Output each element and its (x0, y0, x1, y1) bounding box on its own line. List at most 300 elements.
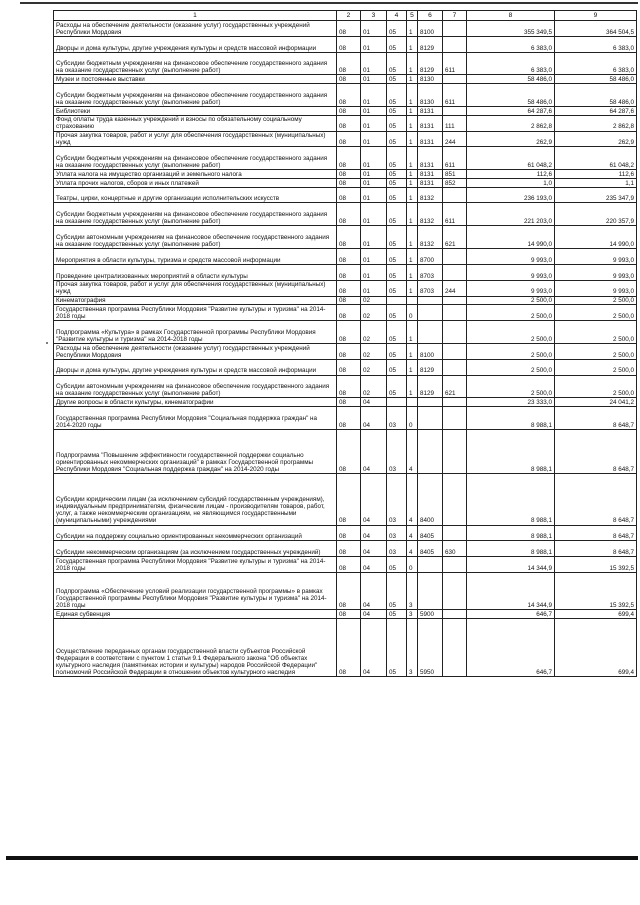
row-subprogram-code: 1 (407, 321, 418, 344)
row-name: Субсидии бюджетным учреждениям на финансовое обеспечение государственного задания на оказание государственных услуг (выполнение работ) (54, 147, 337, 170)
table-row (54, 21, 637, 37)
row-section-code: 08 (337, 398, 361, 407)
row-program-code: 05 (387, 21, 407, 37)
row-amount-year1: 6 383,0 (467, 52, 555, 75)
row-program-code: 05 (387, 321, 407, 344)
table-row (54, 115, 637, 131)
row-program-code: 05 (387, 187, 407, 203)
row-amount-year2: 61 048,2 (555, 147, 637, 170)
row-subsection-code: 01 (361, 187, 387, 203)
row-subsection-code: 02 (361, 375, 387, 398)
row-subprogram-code: 3 (407, 618, 418, 676)
table-row (54, 187, 637, 203)
row-subprogram-code: 1 (407, 203, 418, 226)
table-row (54, 398, 637, 407)
row-section-code: 08 (337, 525, 361, 541)
row-item-code (418, 557, 443, 573)
row-item-code: 8703 (418, 280, 443, 296)
table-row (54, 359, 637, 375)
table-row (54, 296, 637, 305)
row-program-code: 03 (387, 541, 407, 557)
row-amount-year2: 9 993,0 (555, 280, 637, 296)
row-amount-year2: 2 500,0 (555, 305, 637, 321)
row-amount-year1: 355 349,5 (467, 21, 555, 37)
row-item-code: 5900 (418, 609, 443, 618)
budget-table (53, 10, 637, 677)
row-program-code: 05 (387, 609, 407, 618)
row-amount-year1: 9 993,0 (467, 249, 555, 265)
table-row (54, 264, 637, 280)
row-item-code: 8132 (418, 226, 443, 249)
col-header: 9 (555, 11, 637, 21)
top-rule (20, 2, 638, 4)
row-expense-type-code: 621 (443, 226, 467, 249)
row-amount-year2: 15 392,5 (555, 572, 637, 609)
row-item-code (418, 296, 443, 305)
row-amount-year2: 112,6 (555, 170, 637, 179)
row-name: Субсидии некоммерческим организациям (за исключением государственных учреждений) (54, 541, 337, 557)
row-amount-year1: 236 193,0 (467, 187, 555, 203)
row-program-code: 05 (387, 618, 407, 676)
row-amount-year2: 364 504,5 (555, 21, 637, 37)
row-subsection-code: 01 (361, 21, 387, 37)
row-name: Музеи и постоянные выставки (54, 75, 337, 84)
row-subsection-code: 01 (361, 264, 387, 280)
row-item-code: 8129 (418, 359, 443, 375)
row-amount-year1: 9 993,0 (467, 264, 555, 280)
row-amount-year2: 14 990,0 (555, 226, 637, 249)
row-amount-year1: 2 500,0 (467, 359, 555, 375)
row-section-code: 08 (337, 359, 361, 375)
row-name: Расходы на обеспечение деятельности (оказание услуг) государственных учреждений Республики Мордовия (54, 343, 337, 359)
row-expense-type-code: 611 (443, 52, 467, 75)
table-row (54, 131, 637, 147)
row-amount-year1: 14 990,0 (467, 226, 555, 249)
row-expense-type-code (443, 264, 467, 280)
col-header: 6 (418, 11, 443, 21)
row-amount-year1: 58 486,0 (467, 75, 555, 84)
row-expense-type-code (443, 407, 467, 430)
row-expense-type-code: 630 (443, 541, 467, 557)
row-section-code: 08 (337, 321, 361, 344)
row-subprogram-code: 1 (407, 147, 418, 170)
row-item-code: 8703 (418, 264, 443, 280)
row-name: Субсидии бюджетным учреждениям на финансовое обеспечение государственного задания на оказание государственных услуг (выполнение работ) (54, 52, 337, 75)
row-section-code: 08 (337, 618, 361, 676)
row-program-code: 05 (387, 147, 407, 170)
row-subprogram-code: 1 (407, 21, 418, 37)
row-item-code: 8131 (418, 115, 443, 131)
table-row (54, 343, 637, 359)
table-row (54, 407, 637, 430)
row-item-code: 8405 (418, 525, 443, 541)
row-program-code: 03 (387, 407, 407, 430)
row-expense-type-code (443, 398, 467, 407)
row-amount-year2: 699,4 (555, 618, 637, 676)
row-amount-year1: 14 344,9 (467, 557, 555, 573)
row-amount-year2: 2 500,0 (555, 359, 637, 375)
row-expense-type-code (443, 430, 467, 474)
row-subsection-code: 02 (361, 321, 387, 344)
row-section-code: 08 (337, 170, 361, 179)
row-subprogram-code: 1 (407, 375, 418, 398)
table-row (54, 375, 637, 398)
row-name: Подпрограмма «Обеспечение условий реализации государственной программы» в рамках Государственной программы Республики Мордовия "Развитие культуры и туризма" на 2014-2018 годы (54, 572, 337, 609)
row-amount-year1: 58 486,0 (467, 84, 555, 107)
table-row (54, 474, 637, 525)
row-expense-type-code (443, 36, 467, 52)
row-expense-type-code: 851 (443, 170, 467, 179)
row-item-code: 8129 (418, 36, 443, 52)
row-name: Театры, цирки, концертные и другие организации исполнительских искусств (54, 187, 337, 203)
row-amount-year2: 2 500,0 (555, 321, 637, 344)
table-row (54, 52, 637, 75)
row-name: Расходы на обеспечение деятельности (оказание услуг) государственных учреждений Республики Мордовия (54, 21, 337, 37)
row-expense-type-code (443, 525, 467, 541)
row-amount-year2: 8 648,7 (555, 474, 637, 525)
row-amount-year2: 699,4 (555, 609, 637, 618)
row-expense-type-code: 244 (443, 280, 467, 296)
row-amount-year2: 24 041,2 (555, 398, 637, 407)
row-amount-year2: 6 383,0 (555, 36, 637, 52)
bottom-rule (6, 856, 638, 860)
row-program-code: 05 (387, 557, 407, 573)
row-name: Единая субвенция (54, 609, 337, 618)
row-expense-type-code (443, 474, 467, 525)
row-amount-year1: 2 500,0 (467, 321, 555, 344)
row-subsection-code: 04 (361, 609, 387, 618)
row-name: Прочая закупка товаров, работ и услуг для обеспечения государственных (муниципальных) нужд (54, 131, 337, 147)
row-program-code: 05 (387, 572, 407, 609)
row-name: Осуществление переданных органам государственной власти субъектов Российской Федерации в соответствии с пунктом 1 статьи 9.1 Федерального закона "Об объектах культурного наследия (памятниках истории и культуры) народов Российской Федерации" полномочий Российской Федерации в отношении объектов культурного наследия (54, 618, 337, 676)
row-amount-year1: 6 383,0 (467, 36, 555, 52)
row-expense-type-code (443, 609, 467, 618)
table-row (54, 226, 637, 249)
row-subprogram-code: 1 (407, 226, 418, 249)
col-header: 2 (337, 11, 361, 21)
row-subprogram-code: 1 (407, 264, 418, 280)
row-program-code (387, 398, 407, 407)
row-expense-type-code: 852 (443, 178, 467, 187)
row-name: Подпрограмма "Повышение эффективности государственной поддержки социально ориентированных некоммерческих организаций" в рамках Государственной программы Республики Мордовия "Социальная поддержка граждан" на 2014-2020 годы (54, 430, 337, 474)
row-amount-year1: 23 333,0 (467, 398, 555, 407)
row-amount-year2: 235 347,9 (555, 187, 637, 203)
row-subprogram-code: 1 (407, 52, 418, 75)
row-program-code: 05 (387, 264, 407, 280)
row-subprogram-code: 3 (407, 572, 418, 609)
row-name: Дворцы и дома культуры, другие учреждения культуры и средств массовой информации (54, 359, 337, 375)
row-subprogram-code: 1 (407, 131, 418, 147)
row-item-code (418, 321, 443, 344)
row-subprogram-code: 1 (407, 107, 418, 116)
row-subprogram-code: 1 (407, 359, 418, 375)
row-amount-year2: 262,9 (555, 131, 637, 147)
row-subsection-code: 04 (361, 557, 387, 573)
row-subsection-code: 04 (361, 572, 387, 609)
row-amount-year2: 9 993,0 (555, 264, 637, 280)
row-name: Мероприятия в области культуры, туризма и средств массовой информации (54, 249, 337, 265)
row-subprogram-code: 0 (407, 557, 418, 573)
row-item-code: 8405 (418, 541, 443, 557)
row-expense-type-code (443, 321, 467, 344)
row-expense-type-code (443, 187, 467, 203)
row-amount-year1: 2 500,0 (467, 375, 555, 398)
row-name: Субсидии бюджетным учреждениям на финансовое обеспечение государственного задания на оказание государственных услуг (выполнение работ) (54, 203, 337, 226)
row-subprogram-code: 1 (407, 75, 418, 84)
row-subsection-code: 01 (361, 203, 387, 226)
row-section-code: 08 (337, 21, 361, 37)
row-section-code: 08 (337, 36, 361, 52)
row-section-code: 08 (337, 178, 361, 187)
row-amount-year2: 220 357,9 (555, 203, 637, 226)
row-item-code: 8130 (418, 75, 443, 84)
row-amount-year2: 6 383,0 (555, 52, 637, 75)
row-subsection-code: 01 (361, 226, 387, 249)
margin-mark (46, 342, 48, 344)
row-amount-year2: 2 500,0 (555, 375, 637, 398)
row-amount-year1: 112,6 (467, 170, 555, 179)
row-program-code: 03 (387, 525, 407, 541)
row-section-code: 08 (337, 343, 361, 359)
row-amount-year1: 14 344,9 (467, 572, 555, 609)
row-subsection-code: 04 (361, 474, 387, 525)
row-subprogram-code (407, 296, 418, 305)
table-row (54, 280, 637, 296)
row-expense-type-code: 611 (443, 84, 467, 107)
row-section-code: 08 (337, 226, 361, 249)
row-item-code: 8131 (418, 107, 443, 116)
row-item-code: 8130 (418, 84, 443, 107)
row-amount-year2: 8 648,7 (555, 430, 637, 474)
row-subprogram-code: 4 (407, 525, 418, 541)
table-row (54, 618, 637, 676)
row-subprogram-code: 1 (407, 115, 418, 131)
header-row (54, 11, 637, 21)
row-section-code: 08 (337, 296, 361, 305)
row-expense-type-code (443, 249, 467, 265)
row-section-code: 08 (337, 280, 361, 296)
row-amount-year1: 2 500,0 (467, 343, 555, 359)
row-program-code: 05 (387, 36, 407, 52)
table-row (54, 147, 637, 170)
row-name: Субсидии на поддержку социально ориентированных некоммерческих организаций (54, 525, 337, 541)
row-subsection-code: 01 (361, 75, 387, 84)
row-item-code: 8100 (418, 343, 443, 359)
row-expense-type-code (443, 618, 467, 676)
row-section-code: 08 (337, 430, 361, 474)
row-program-code: 05 (387, 343, 407, 359)
table-row (54, 84, 637, 107)
row-section-code: 08 (337, 115, 361, 131)
row-name: Субсидии бюджетным учреждениям на финансовое обеспечение государственного задания на оказание государственных услуг (выполнение работ) (54, 84, 337, 107)
row-subsection-code: 01 (361, 115, 387, 131)
row-program-code (387, 296, 407, 305)
row-program-code: 05 (387, 75, 407, 84)
row-program-code: 05 (387, 131, 407, 147)
row-item-code (418, 430, 443, 474)
row-amount-year2: 58 486,0 (555, 75, 637, 84)
col-header: 4 (387, 11, 407, 21)
row-expense-type-code: 621 (443, 375, 467, 398)
table-row (54, 107, 637, 116)
table-row (54, 430, 637, 474)
row-section-code: 08 (337, 541, 361, 557)
table-body (54, 21, 637, 677)
row-subsection-code: 04 (361, 430, 387, 474)
row-section-code: 08 (337, 84, 361, 107)
row-subprogram-code: 1 (407, 84, 418, 107)
row-name: Государственная программа Республики Мордовия "Развитие культуры и туризма" на 2014-2018 годы (54, 557, 337, 573)
row-amount-year2: 2 500,0 (555, 296, 637, 305)
row-section-code: 08 (337, 203, 361, 226)
col-header: 5 (407, 11, 418, 21)
row-name: Проведение централизованных мероприятий в области культуры (54, 264, 337, 280)
row-subsection-code: 02 (361, 305, 387, 321)
row-name: Кинематография (54, 296, 337, 305)
row-section-code: 08 (337, 264, 361, 280)
row-item-code: 8400 (418, 474, 443, 525)
row-subsection-code: 01 (361, 131, 387, 147)
row-amount-year1: 646,7 (467, 618, 555, 676)
row-expense-type-code (443, 572, 467, 609)
table-row (54, 525, 637, 541)
row-amount-year1: 8 988,1 (467, 474, 555, 525)
row-subprogram-code: 0 (407, 305, 418, 321)
row-item-code: 8700 (418, 249, 443, 265)
row-subsection-code: 02 (361, 296, 387, 305)
table-row (54, 170, 637, 179)
row-program-code: 03 (387, 474, 407, 525)
row-program-code: 05 (387, 52, 407, 75)
row-subsection-code: 01 (361, 107, 387, 116)
row-amount-year2: 15 392,5 (555, 557, 637, 573)
row-subsection-code: 01 (361, 249, 387, 265)
row-section-code: 08 (337, 305, 361, 321)
table-row (54, 305, 637, 321)
row-amount-year1: 9 993,0 (467, 280, 555, 296)
row-subsection-code: 01 (361, 147, 387, 170)
row-subsection-code: 02 (361, 359, 387, 375)
row-program-code: 05 (387, 203, 407, 226)
row-name: Уплата прочих налогов, сборов и иных платежей (54, 178, 337, 187)
row-subprogram-code: 0 (407, 407, 418, 430)
row-item-code (418, 572, 443, 609)
row-subsection-code: 01 (361, 84, 387, 107)
row-name: Библиотеки (54, 107, 337, 116)
row-amount-year1: 8 988,1 (467, 407, 555, 430)
row-amount-year2: 58 486,0 (555, 84, 637, 107)
row-amount-year1: 8 988,1 (467, 525, 555, 541)
row-amount-year1: 1,0 (467, 178, 555, 187)
row-name: Дворцы и дома культуры, другие учреждения культуры и средств массовой информации (54, 36, 337, 52)
row-section-code: 08 (337, 249, 361, 265)
table-row (54, 321, 637, 344)
row-subsection-code: 04 (361, 541, 387, 557)
row-expense-type-code: 244 (443, 131, 467, 147)
col-header: 8 (467, 11, 555, 21)
row-subsection-code: 01 (361, 178, 387, 187)
table-row (54, 541, 637, 557)
row-amount-year1: 2 500,0 (467, 296, 555, 305)
row-subprogram-code: 4 (407, 541, 418, 557)
row-program-code: 05 (387, 305, 407, 321)
row-amount-year1: 262,9 (467, 131, 555, 147)
table-row (54, 557, 637, 573)
row-name: Уплата налога на имущество организаций и земельного налога (54, 170, 337, 179)
row-amount-year2: 9 993,0 (555, 249, 637, 265)
row-expense-type-code (443, 343, 467, 359)
row-subprogram-code: 1 (407, 36, 418, 52)
col-header: 1 (54, 11, 337, 21)
row-subprogram-code: 1 (407, 249, 418, 265)
row-item-code (418, 398, 443, 407)
row-item-code (418, 305, 443, 321)
row-program-code: 05 (387, 249, 407, 265)
row-subsection-code: 04 (361, 398, 387, 407)
row-section-code: 08 (337, 131, 361, 147)
row-item-code (418, 407, 443, 430)
row-expense-type-code (443, 75, 467, 84)
row-subsection-code: 04 (361, 618, 387, 676)
row-subprogram-code: 1 (407, 280, 418, 296)
row-subsection-code: 01 (361, 36, 387, 52)
row-subsection-code: 01 (361, 280, 387, 296)
row-amount-year1: 2 500,0 (467, 305, 555, 321)
row-amount-year2: 8 648,7 (555, 407, 637, 430)
row-subprogram-code: 3 (407, 609, 418, 618)
row-amount-year1: 64 287,6 (467, 107, 555, 116)
row-subprogram-code: 1 (407, 187, 418, 203)
table-row (54, 178, 637, 187)
table-row (54, 36, 637, 52)
row-program-code: 03 (387, 430, 407, 474)
row-section-code: 08 (337, 557, 361, 573)
row-amount-year1: 8 988,1 (467, 430, 555, 474)
row-name: Фонд оплаты труда казенных учреждений и взносы по обязательному социальному страхованию (54, 115, 337, 131)
row-expense-type-code (443, 296, 467, 305)
row-item-code: 8132 (418, 187, 443, 203)
row-item-code: 8131 (418, 131, 443, 147)
row-amount-year1: 8 988,1 (467, 541, 555, 557)
row-item-code: 8131 (418, 178, 443, 187)
table-row (54, 572, 637, 609)
row-item-code: 8100 (418, 21, 443, 37)
row-amount-year1: 221 203,0 (467, 203, 555, 226)
row-expense-type-code (443, 305, 467, 321)
row-amount-year2: 2 500,0 (555, 343, 637, 359)
row-section-code: 08 (337, 609, 361, 618)
row-expense-type-code: 611 (443, 203, 467, 226)
row-name: Государственная программа Республики Мордовия "Социальная поддержка граждан" на 2014-2020 годы (54, 407, 337, 430)
row-subprogram-code: 1 (407, 178, 418, 187)
table-row (54, 249, 637, 265)
row-program-code: 05 (387, 107, 407, 116)
row-expense-type-code (443, 557, 467, 573)
row-subsection-code: 01 (361, 170, 387, 179)
row-amount-year2: 8 648,7 (555, 541, 637, 557)
row-subsection-code: 01 (361, 52, 387, 75)
col-header: 3 (361, 11, 387, 21)
row-program-code: 05 (387, 170, 407, 179)
row-section-code: 08 (337, 147, 361, 170)
row-section-code: 08 (337, 474, 361, 525)
row-program-code: 05 (387, 280, 407, 296)
col-header: 7 (443, 11, 467, 21)
row-name: Субсидии автономным учреждениям на финансовое обеспечение государственного задания на оказание государственных услуг (выполнение работ) (54, 226, 337, 249)
row-amount-year2: 1,1 (555, 178, 637, 187)
row-item-code: 8129 (418, 375, 443, 398)
row-name: Субсидии автономным учреждениям на финансовое обеспечение государственного задания на оказание государственных услуг (выполнение работ) (54, 375, 337, 398)
